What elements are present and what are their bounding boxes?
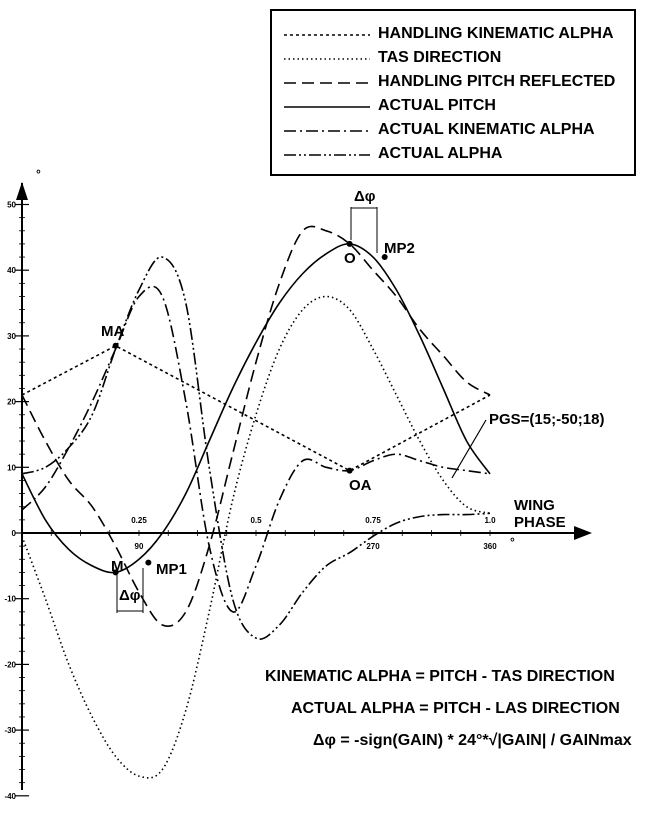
y-axis-arrow	[16, 182, 28, 200]
x-axis-title-2: PHASE	[514, 514, 566, 531]
label-ma: MA	[101, 323, 125, 340]
x-degree-label: 90	[134, 542, 144, 551]
x-phase-label: 1.0	[484, 516, 496, 525]
legend-swatch	[284, 55, 374, 63]
y-tick-label: -10	[4, 594, 16, 604]
label-oa: OA	[349, 477, 372, 494]
legend-swatch	[284, 151, 374, 159]
y-tick-label: 20	[7, 397, 16, 407]
delta-phi-bracket-top	[351, 207, 377, 253]
marker-layer	[113, 241, 388, 576]
series-line-0	[22, 346, 490, 471]
series-line-5	[22, 257, 490, 639]
marker-o	[347, 241, 353, 247]
legend-item-actual-kinematic-alpha	[284, 121, 634, 143]
legend-label: HANDLING KINEMATIC ALPHA	[378, 25, 614, 42]
legend-swatch	[284, 79, 374, 87]
legend	[270, 9, 636, 176]
y-tick-label: 30	[7, 331, 16, 341]
legend-label: TAS DIRECTION	[378, 49, 502, 66]
y-axis-unit: °	[36, 167, 41, 181]
y-tick-label: 0	[11, 529, 16, 538]
label-m: M	[111, 558, 124, 575]
label-mp2: MP2	[384, 240, 415, 257]
y-tick-label: 40	[7, 266, 16, 276]
x-degree-label: 270	[366, 542, 380, 551]
x-axis-title-1: WING	[514, 497, 555, 514]
y-tick-label: -30	[4, 726, 16, 736]
legend-label: ACTUAL KINEMATIC ALPHA	[378, 121, 595, 138]
delta-phi-bottom: Δφ	[119, 587, 141, 604]
legend-swatch	[284, 31, 374, 39]
x-phase-label: 0.25	[131, 516, 147, 525]
y-tick-label: 50	[7, 200, 16, 210]
formula-delta-phi: Δφ = -sign(GAIN) * 24°*√|GAIN| / GAINmax	[313, 732, 632, 749]
x-phase-label: 0.75	[365, 516, 381, 525]
label-o: O	[344, 250, 356, 267]
pgs-pointer	[452, 420, 486, 478]
marker-ma	[113, 343, 119, 349]
legend-swatch	[284, 127, 374, 135]
series-layer	[22, 226, 490, 778]
x-axis-arrow	[574, 526, 592, 540]
pgs-label: PGS=(15;-50;18)	[489, 411, 605, 428]
delta-phi-top: Δφ	[354, 188, 376, 205]
legend-item-tas-direction	[284, 49, 634, 71]
y-tick-label: -20	[4, 660, 16, 670]
legend-item-handling-kinematic-alpha	[284, 25, 634, 47]
marker-oa	[347, 468, 353, 474]
legend-swatch	[284, 103, 374, 111]
legend-label: ACTUAL PITCH	[378, 97, 496, 114]
formula-actual-alpha: ACTUAL ALPHA = PITCH - LAS DIRECTION	[291, 700, 620, 717]
formula-kinematic-alpha: KINEMATIC ALPHA = PITCH - TAS DIRECTION	[265, 668, 615, 685]
y-tick-label: 10	[7, 463, 16, 473]
marker-mp1	[145, 560, 151, 566]
x-degree-label: 360	[483, 542, 497, 551]
label-mp1: MP1	[156, 561, 187, 578]
x-axis-unit: °	[510, 535, 515, 549]
legend-label: ACTUAL ALPHA	[378, 145, 503, 162]
legend-item-handling-pitch-reflected	[284, 73, 634, 95]
legend-item-actual-alpha	[284, 145, 634, 167]
y-tick-label: -40	[4, 791, 16, 801]
x-phase-label: 0.5	[250, 516, 262, 525]
legend-item-actual-pitch	[284, 97, 634, 119]
legend-label: HANDLING PITCH REFLECTED	[378, 73, 616, 90]
